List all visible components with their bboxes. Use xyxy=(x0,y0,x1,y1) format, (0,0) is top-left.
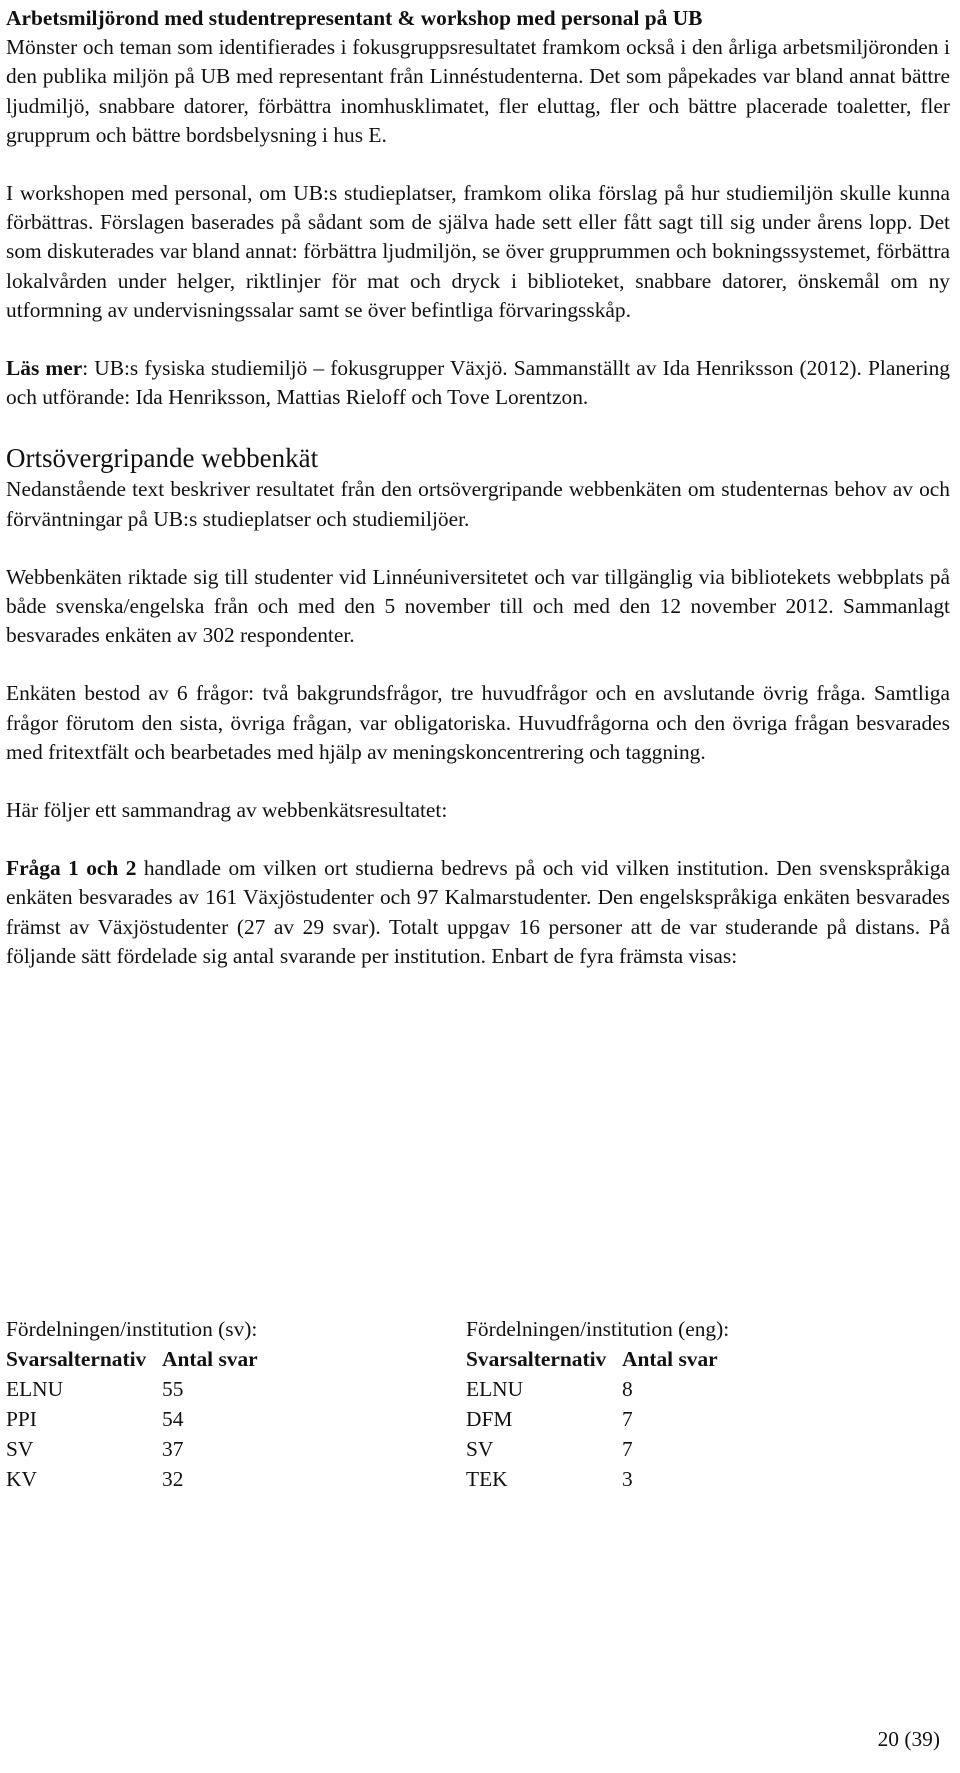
paragraph-webbenkat-intro: Nedanstående text beskriver resultatet från den ortsövergripande webbenkäten om studenternas behov av och förväntningar på UB:s studieplatser och studiemiljöer. xyxy=(6,477,950,531)
table-row: TEK 3 xyxy=(466,1467,633,1491)
fraga-1-2-label: Fråga 1 och 2 xyxy=(6,856,137,881)
paragraph-read-more xyxy=(6,354,950,412)
table-institution-sv xyxy=(6,1314,426,1494)
column-header-count: Antal svar xyxy=(622,1347,718,1371)
section-heading-webbenkat: Ortsövergripande webbenkät xyxy=(6,443,319,474)
read-more-label: Läs mer xyxy=(6,356,83,381)
table-caption: Fördelningen/institution (eng): xyxy=(466,1317,730,1341)
table-row: PPI 54 xyxy=(6,1407,184,1431)
paragraph-webbenkat-questions: Enkäten bestod av 6 frågor: två bakgrundsfrågor, tre huvudfrågor och en avslutande övrig fråga. Samtliga frågor förutom den sista, övriga frågan, var obligatoriska. Huvudfrågorna och den övriga frågan besvarades med fritextfält och bearbetades med hjälp av meningskoncentrering och taggning. xyxy=(6,681,950,764)
section-heading-arbetsmiljorond: Arbetsmiljörond med studentrepresentant & workshop med personal på UB xyxy=(6,6,703,30)
fraga-1-2-text: handlade om vilken ort studierna bedrevs på och vid vilken institution. Den svenskspråkiga enkäten besvarades av 161 Växjöstudenter och 97 Kalmarstudenter. Den engelskspråkiga enkäten besvarades främst av Växjöstudenter (27 av 29 svar). Totalt uppgav 16 personer att de var studerande på distans. På följande sätt fördelade sig antal svarande per institution. Enbart de fyra främsta visas: xyxy=(6,856,950,968)
table-row: SV 7 xyxy=(466,1437,633,1461)
document-page xyxy=(6,0,950,971)
read-more-text: : UB:s fysiska studiemiljö – fokusgrupper Växjö. Sammanställt av Ida Henriksson (2012). Planering och utförande: Ida Henriksson, Mattias Rieloff och Tove Lorentzon. xyxy=(6,356,950,410)
table-caption: Fördelningen/institution (sv): xyxy=(6,1317,258,1341)
paragraph-summary-intro: Här följer ett sammandrag av webbenkätsresultatet: xyxy=(6,798,448,823)
paragraph-workshop: I workshopen med personal, om UB:s studieplatser, framkom olika förslag på hur studiemiljön skulle kunna förbättras. Förslagen baserades på sådant som de själva hade sett eller fått sagt till sig under årens lopp. Det som diskuterades var bland annat: förbättra ljudmiljön, se över grupprummen och bokningssystemet, förbättra lokalvården under helger, riktlinjer för mat och dryck i biblioteket, snabbare datorer, önskemål om ny utformning av undervisningssalar samt se över befintliga förvaringsskåp. xyxy=(6,181,950,322)
table-institution-eng xyxy=(466,1314,906,1494)
column-header-count: Antal svar xyxy=(162,1347,258,1371)
table-row: KV 32 xyxy=(6,1467,184,1491)
paragraph-fraga-1-2 xyxy=(6,854,950,971)
table-row: ELNU 8 xyxy=(466,1377,633,1401)
paragraph-arbetsmiljorond: Mönster och teman som identifierades i fokusgruppsresultatet framkom också i den årliga arbetsmiljöronden i den publika miljön på UB med representant från Linnéstudenterna. Det som påpekades var bland annat bättre ljudmiljö, snabbare datorer, förbättra inomhusklimatet, fler eluttag, fler och bättre placerade toaletter, fler grupprum och bättre bordsbelysning i hus E. xyxy=(6,35,950,147)
table-row: ELNU 55 xyxy=(6,1377,184,1401)
institution-tables xyxy=(6,1314,950,1534)
column-header-alternative: Svarsalternativ xyxy=(466,1347,607,1371)
paragraph-webbenkat-target: Webbenkäten riktade sig till studenter vid Linnéuniversitetet och var tillgänglig via bibliotekets webbplats på både svenska/engelska från och med den 5 november till och med den 12 november 2012. Sammanlagt besvarades enkäten av 302 respondenter. xyxy=(6,564,950,648)
table-row: DFM 7 xyxy=(466,1407,633,1431)
column-header-alternative: Svarsalternativ xyxy=(6,1347,147,1371)
table-header-row xyxy=(6,1344,426,1374)
page-number: 20 (39) xyxy=(877,1727,940,1751)
table-header-row xyxy=(466,1344,906,1374)
table-row: SV 37 xyxy=(6,1437,184,1461)
